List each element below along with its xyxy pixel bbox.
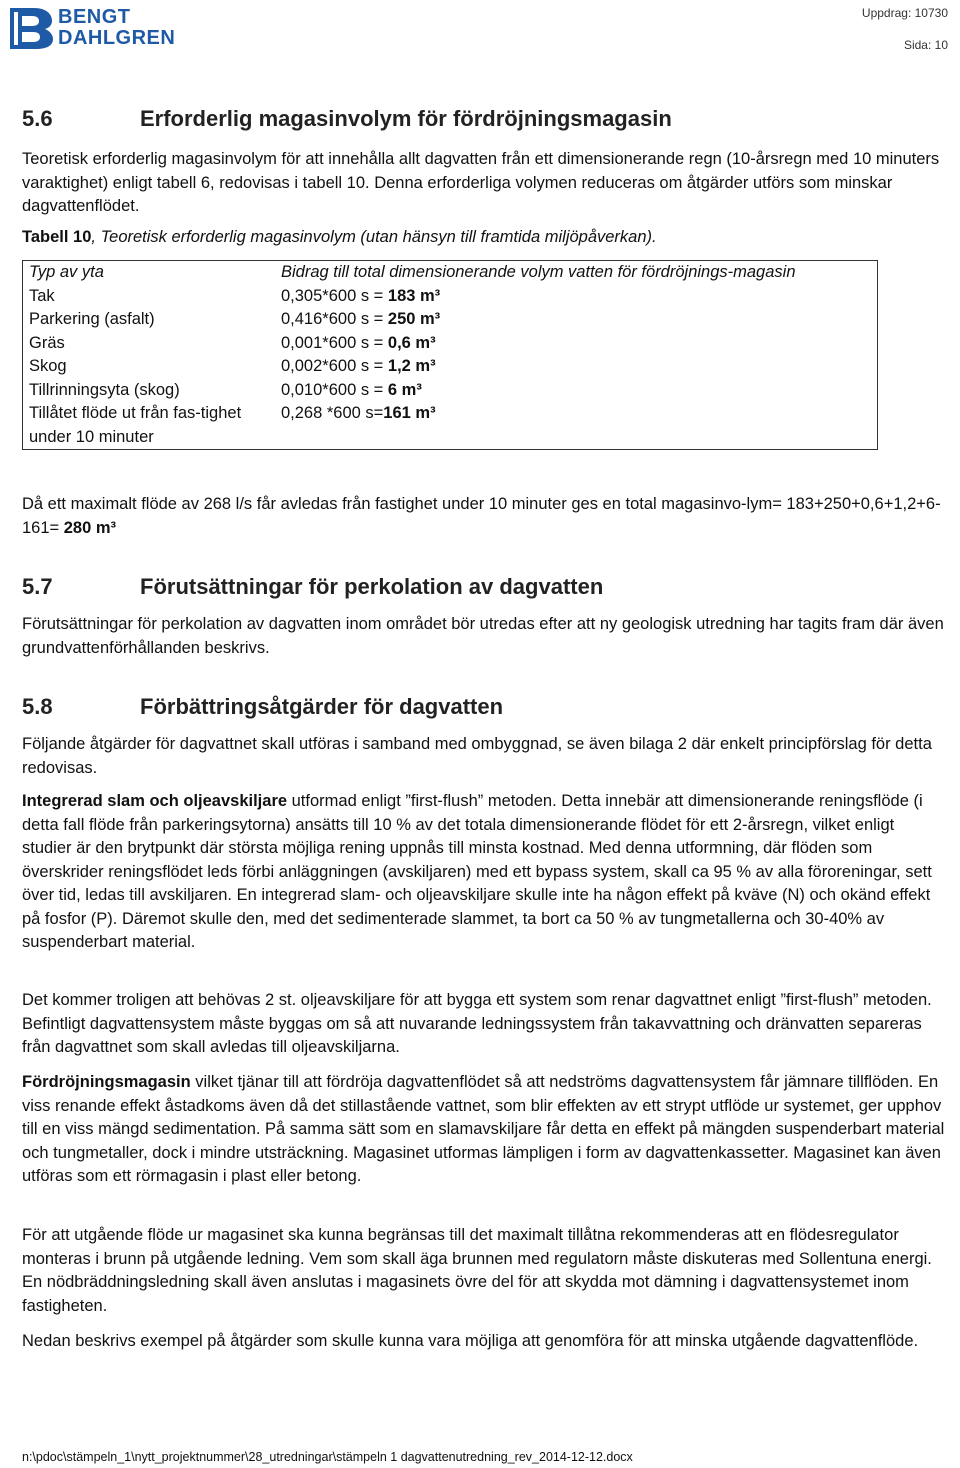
table-header-row <box>23 261 878 285</box>
calc-text: 0,001*600 s = <box>281 333 388 352</box>
calc-text: 0,002*600 s = <box>281 357 388 375</box>
paragraph-1: Följande åtgärder för dagvattnet skall utföras i samband med ombyggnad, se även bilaga 2 där enkelt principförslag för detta redovisas. <box>22 735 932 777</box>
calc-text: 0,305*600 s = <box>281 286 388 305</box>
page-number: Sida: 10 <box>903 38 948 52</box>
paragraph-4-lead: Fördröjningsmagasin <box>22 1073 191 1091</box>
assignment-number: Uppdrag: 10730 <box>861 6 948 20</box>
heading-title: Erforderlig magasinvolym för fördröjningsmagasin <box>140 106 672 131</box>
caption-text: , Teoretisk erforderlig magasinvolym (utan hänsyn till framtida miljöpåverkan). <box>91 228 657 246</box>
logo-text-line1: BENGT <box>58 6 131 28</box>
caption-label: Tabell 10 <box>22 228 92 246</box>
paragraph-6: Nedan beskrivs exempel på åtgärder som skulle kunna vara möjliga att genomföra för att minska utgående dagvattenflöde. <box>22 1332 919 1350</box>
heading-5-6 <box>22 106 672 132</box>
summary-paragraph <box>22 493 947 540</box>
calc-result: 0,6 m³ <box>387 333 436 352</box>
table-row <box>23 285 878 309</box>
table-row <box>23 308 878 332</box>
volume-table <box>22 260 878 450</box>
paragraph-3: Det kommer troligen att behövas 2 st. oljeavskiljare för att bygga ett system som renar dagvattnet enligt ”first-flush” metoden. Befintligt dagvattensystem måste byggas om så att nuvarande ledningssystem från takavvattning och dränvatten separeras från dagvattnet som skall avledas till oljeavskiljarna. <box>22 991 932 1056</box>
paragraph-2-text: utformad enligt ”first-flush” metoden. Detta innebär att dimensionerande reningsflöde (i detta fall flöde från parkeringsytorna) ansätts till 10 % av det totala dimensionerande flödet för ett 2-årsregn, vilket enligt studier är den brytpunkt där största möjliga rening uppnås till minsta kostnad. Med denna utformning, där flöden som överskrider reningsflödet leds förbi anläggningen (avskiljaren) med ett bypass system, skall ca 95 % av alla föroreningar, sett över tid, ledas till avskiljaren. En integrerad slam- och oljeavskiljare skulle inte ha någon effekt på kväve (N) och okänd effekt på fosfor (P). Däremot skulle den, med det sedimenterade slammet, ta bort ca 50 % av tungmetallerna och 30-40% av suspenderbart material. <box>22 792 932 951</box>
calc-result: 1,2 m³ <box>387 357 436 375</box>
heading-5-7 <box>22 574 603 600</box>
cell-type: Gräs <box>29 333 65 352</box>
cell-calc <box>275 285 878 309</box>
calc-text: 0,268 *600 s= <box>281 404 384 422</box>
logo-mark-icon <box>8 6 54 50</box>
calc-result: 161 m³ <box>383 404 436 422</box>
paragraph-5: För att utgående flöde ur magasinet ska kunna begränsas till det maximalt tillåtna rekommenderas att en flödesregulator monteras i brunn på utgående ledning. Vem som skall äga brunnen med regulatorn måste diskuteras med Sollentuna energi. En nödbräddningsledning skall även anslutas i magasinets övre del för att skydda mot dämning i dagvattensystemet inom fastigheten. <box>22 1226 932 1315</box>
paragraph-4-text: vilket tjänar till att fördröja dagvattenflödet så att nedströms dagvattensystem får jämnare tillflöden. En viss renande effekt åstadkoms även då det stillastående vattnet, som blir effekten av ett strypt utflöde ur systemet, ger upphov till en viss mängd sedimentation. På samma sätt som en slamavskiljare får detta en effekt på mängden suspenderbart material och tungmetaller, dock i mindre utsträckning. Magasinet utformas lämpligen i form av dagvattenkassetter. Magasinet kan även utföras som ett rörmagasin i plast eller betong. <box>22 1073 945 1185</box>
table-row <box>23 332 878 356</box>
logo-text-line2: DAHLGREN <box>58 27 176 49</box>
heading-number: 5.8 <box>22 694 53 719</box>
perkolation-paragraph: Förutsättningar för perkolation av dagvatten inom området bör utredas efter att ny geologisk utredning har tagits fram där även grundvattenförhållanden beskrivs. <box>22 615 944 657</box>
header-cell-contribution: Bidrag till total dimensionerande volym vatten för fördröjnings-magasin <box>281 263 796 281</box>
table-row <box>23 355 878 379</box>
header-cell-type: Typ av yta <box>29 263 104 281</box>
cell-calc <box>275 308 878 332</box>
table-caption <box>22 226 947 250</box>
cell-calc <box>275 379 878 403</box>
heading-number: 5.6 <box>22 106 53 131</box>
paragraph-2 <box>22 790 947 955</box>
calc-result: 250 m³ <box>387 310 441 328</box>
paragraph-2-lead: Integrerad slam och oljeavskiljare <box>22 792 288 810</box>
calc-result: 6 m³ <box>387 380 422 399</box>
heading-5-8 <box>22 694 503 720</box>
heading-number: 5.7 <box>22 574 53 599</box>
cell-type: Tillrinningsyta (skog) <box>29 380 180 399</box>
table-row <box>23 402 878 450</box>
cell-calc <box>275 402 878 450</box>
summary-total: 280 m³ <box>63 518 117 537</box>
heading-title: Förutsättningar för perkolation av dagvatten <box>140 574 604 599</box>
intro-paragraph: Teoretisk erforderlig magasinvolym för att innehålla allt dagvatten från ett dimensionerande regn (10-årsregn med 10 minuters varaktighet) enligt tabell 6, redovisas i tabell 10. Denna erforderliga volymen reduceras om åtgärder utförs som minskar dagvattenflödet. <box>22 150 940 215</box>
file-path-footer: n:\pdoc\stämpeln_1\nytt_projektnummer\28_utredningar\stämpeln 1 dagvattenutredning_rev_2014-12-12.docx <box>22 1450 633 1464</box>
summary-text: Då ett maximalt flöde av 268 l/s får avledas från fastighet under 10 minuter ges en total magasinvo-lym= 183+250+0,6+1,2+6-161= <box>22 495 941 537</box>
paragraph-4 <box>22 1071 947 1189</box>
cell-type: Tak <box>29 286 55 305</box>
table-row <box>23 379 878 403</box>
company-logo <box>8 6 188 50</box>
calc-text: 0,416*600 s = <box>281 310 388 328</box>
cell-calc <box>275 332 878 356</box>
cell-type: Parkering (asfalt) <box>29 310 155 328</box>
cell-calc <box>275 355 878 379</box>
cell-type: Skog <box>29 357 67 375</box>
heading-title: Förbättringsåtgärder för dagvatten <box>140 694 504 719</box>
calc-result: 183 m³ <box>387 286 441 305</box>
cell-type: Tillåtet flöde ut från fas-tighet under 10 minuter <box>29 404 242 446</box>
calc-text: 0,010*600 s = <box>281 380 388 399</box>
